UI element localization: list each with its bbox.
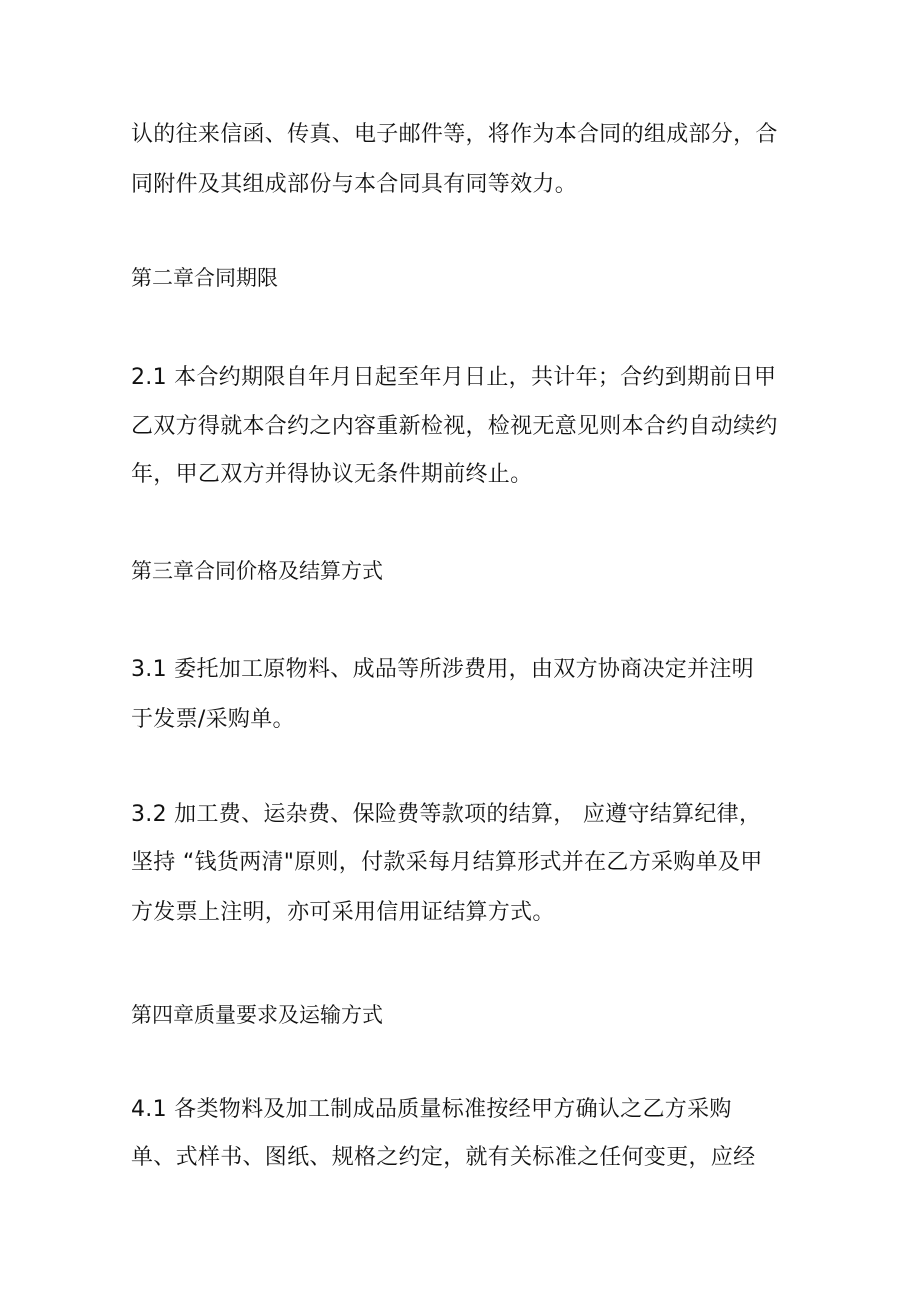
paragraph-line: 2.1 本合约期限自年月日起至年月日止，共计年；合约到期前日甲 xyxy=(131,365,777,390)
paragraph-line: 认的往来信函、传真、电子邮件等，将作为本合同的组成部分，合 xyxy=(131,122,778,147)
paragraph-line: 3.1 委托加工原物料、成品等所涉费用，由双方协商决定并注明 xyxy=(131,657,754,682)
paragraph-line: 年，甲乙双方并得协议无条件期前终止。 xyxy=(131,462,533,487)
chapter-heading: 第三章合同价格及结算方式 xyxy=(131,559,383,583)
paragraph-line: 方发票上注明，亦可采用信用证结算方式。 xyxy=(131,900,555,925)
paragraph-line: 于发票/采购单。 xyxy=(131,707,295,732)
paragraph-line: 4.1 各类物料及加工制成品质量标准按经甲方确认之乙方采购 xyxy=(131,1097,732,1122)
paragraph-line: 同附件及其组成部份与本合同具有同等效力。 xyxy=(131,172,578,197)
chapter-heading: 第二章合同期限 xyxy=(131,266,278,290)
paragraph-line: 乙双方得就本合约之内容重新检视，检视无意见则本合约自动续约 xyxy=(131,414,778,439)
paragraph-line: 坚持 “钱货两清"原则，付款采每月结算形式并在乙方采购单及甲 xyxy=(131,850,763,875)
paragraph-line: 单、式样书、图纸、规格之约定，就有关标准之任何变更，应经 xyxy=(131,1145,756,1170)
chapter-heading: 第四章质量要求及运输方式 xyxy=(131,1003,383,1027)
paragraph-line: 3.2 加工费、运杂费、保险费等款项的结算， 应遵守结算纪律， xyxy=(131,802,762,827)
